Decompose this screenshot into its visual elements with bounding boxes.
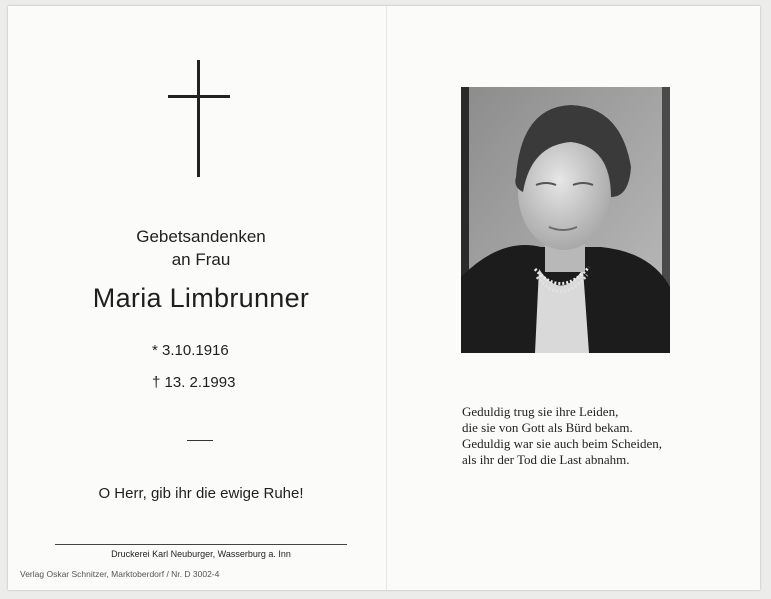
poem-line: Geduldig trug sie ihre Leiden,	[462, 404, 619, 419]
portrait-photo	[461, 87, 670, 353]
death-date: † 13. 2.1993	[152, 374, 236, 391]
divider	[187, 440, 213, 441]
poem-line: als ihr der Tod die Last abnahm.	[462, 452, 630, 467]
birth-date: * 3.10.1916	[152, 342, 229, 359]
poem-line: die sie von Gott als Bürd bekam.	[462, 420, 633, 435]
heading-line2: an Frau	[171, 250, 231, 269]
printer-credit: Druckerei Karl Neuburger, Wasserburg a. Inn	[111, 549, 291, 559]
card-fold	[386, 6, 387, 590]
heading-line1: Gebetsandenken	[136, 227, 266, 246]
deceased-name: Maria Limbrunner	[92, 283, 310, 313]
poem-line: Geduldig war sie auch beim Scheiden,	[462, 436, 662, 451]
printer-rule	[55, 544, 347, 545]
prayer-text: O Herr, gib ihr die ewige Ruhe!	[98, 485, 304, 502]
publisher-credit: Verlag Oskar Schnitzer, Marktoberdorf / Nr. D 3002-4	[20, 569, 220, 579]
poem	[462, 404, 722, 468]
